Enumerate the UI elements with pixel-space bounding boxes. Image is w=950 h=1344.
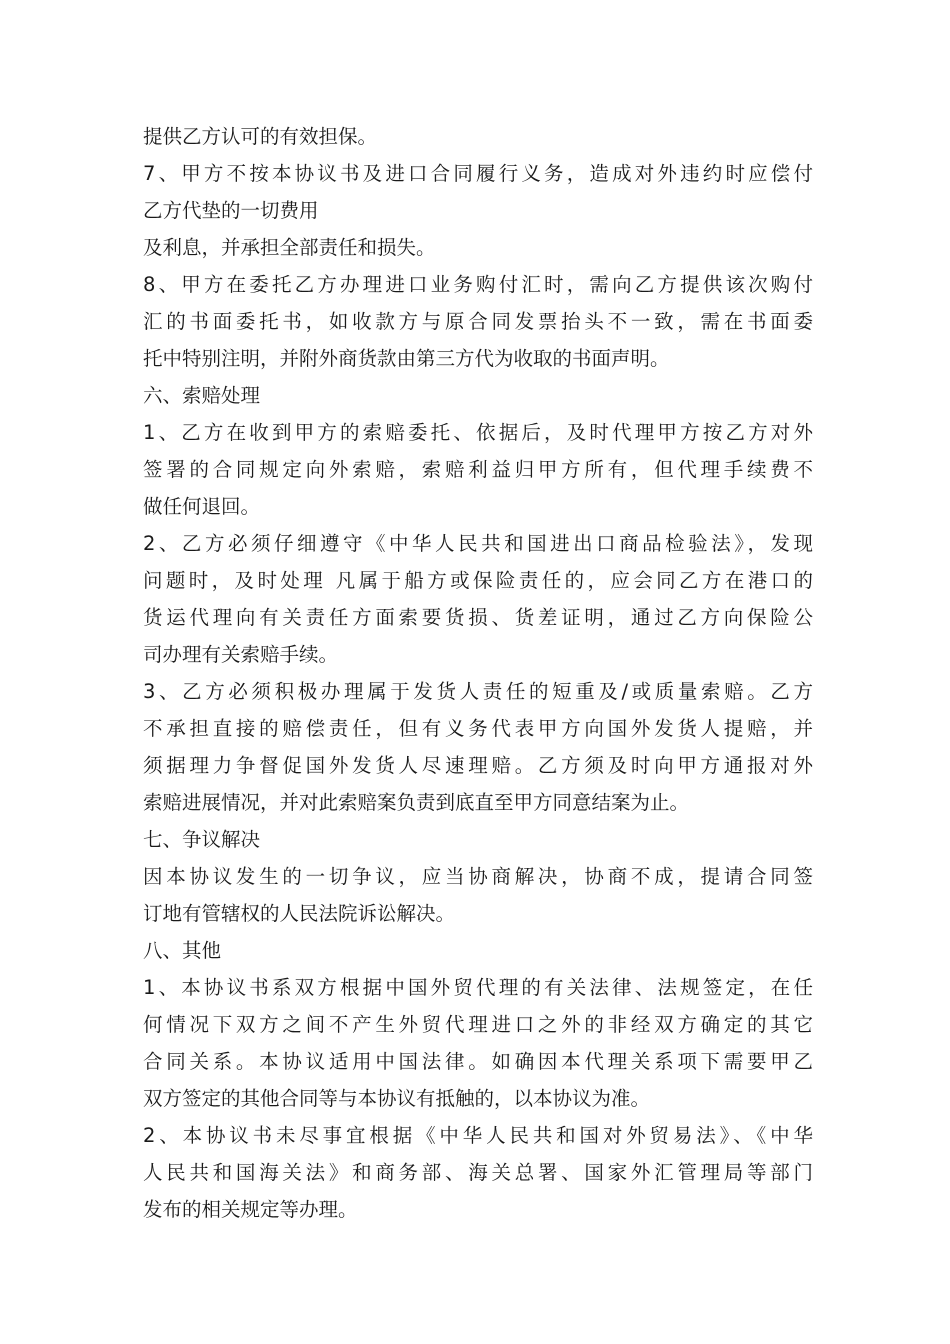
text-line: 7、甲方不按本协议书及进口合同履行义务，造成对外违约时应偿付 xyxy=(143,162,813,185)
text-line: 不承担直接的赔偿责任，但有义务代表甲方向国外发货人提赔，并 xyxy=(143,717,813,740)
section-heading: 八、其他 xyxy=(143,939,222,962)
text-line: 乙方代垫的一切费用 xyxy=(143,199,319,222)
text-line: 提供乙方认可的有效担保。 xyxy=(143,125,378,148)
text-line: 汇的书面委托书，如收款方与原合同发票抬头不一致，需在书面委 xyxy=(143,310,813,333)
text-line: 1、乙方在收到甲方的索赔委托、依据后，及时代理甲方按乙方对外 xyxy=(143,421,813,444)
text-line: 2、本协议书未尽事宜根据《中华人民共和国对外贸易法》、《中华 xyxy=(143,1124,813,1147)
text-line: 发布的相关规定等办理。 xyxy=(143,1198,358,1221)
text-line: 司办理有关索赔手续。 xyxy=(143,643,339,666)
text-line: 何情况下双方之间不产生外贸代理进口之外的非经双方确定的其它 xyxy=(143,1013,813,1036)
text-line: 货运代理向有关责任方面索要货损、货差证明，通过乙方向保险公 xyxy=(143,606,813,629)
text-line: 8、甲方在委托乙方办理进口业务购付汇时，需向乙方提供该次购付 xyxy=(143,273,813,296)
text-line: 索赔进展情况，并对此索赔案负责到底直至甲方同意结案为止。 xyxy=(143,791,690,814)
text-line: 及利息，并承担全部责任和损失。 xyxy=(143,236,436,259)
text-line: 双方签定的其他合同等与本协议有抵触的，以本协议为准。 xyxy=(143,1087,651,1110)
text-line: 做任何退回。 xyxy=(143,495,261,518)
document-body xyxy=(143,118,813,1228)
text-line: 签署的合同规定向外索赔，索赔利益归甲方所有，但代理手续费不 xyxy=(143,458,813,481)
text-line: 因本协议发生的一切争议，应当协商解决，协商不成，提请合同签 xyxy=(143,865,813,888)
text-line: 问题时，及时处理 凡属于船方或保险责任的，应会同乙方在港口的 xyxy=(143,569,813,592)
section-heading: 七、争议解决 xyxy=(143,828,261,851)
text-line: 2、乙方必须仔细遵守《中华人民共和国进出口商品检验法》，发现 xyxy=(143,532,813,555)
text-line: 1、本协议书系双方根据中国外贸代理的有关法律、法规签定，在任 xyxy=(143,976,813,999)
text-line: 人民共和国海关法》和商务部、海关总署、国家外汇管理局等部门 xyxy=(143,1161,813,1184)
text-line: 合同关系。本协议适用中国法律。如确因本代理关系项下需要甲乙 xyxy=(143,1050,813,1073)
text-line: 3、乙方必须积极办理属于发货人责任的短重及/或质量索赔。乙方 xyxy=(143,680,813,703)
text-line: 托中特别注明，并附外商货款由第三方代为收取的书面声明。 xyxy=(143,347,670,370)
text-line: 须据理力争督促国外发货人尽速理赔。乙方须及时向甲方通报对外 xyxy=(143,754,813,777)
section-heading: 六、索赔处理 xyxy=(143,384,261,407)
text-line: 订地有管辖权的人民法院诉讼解决。 xyxy=(143,902,456,925)
